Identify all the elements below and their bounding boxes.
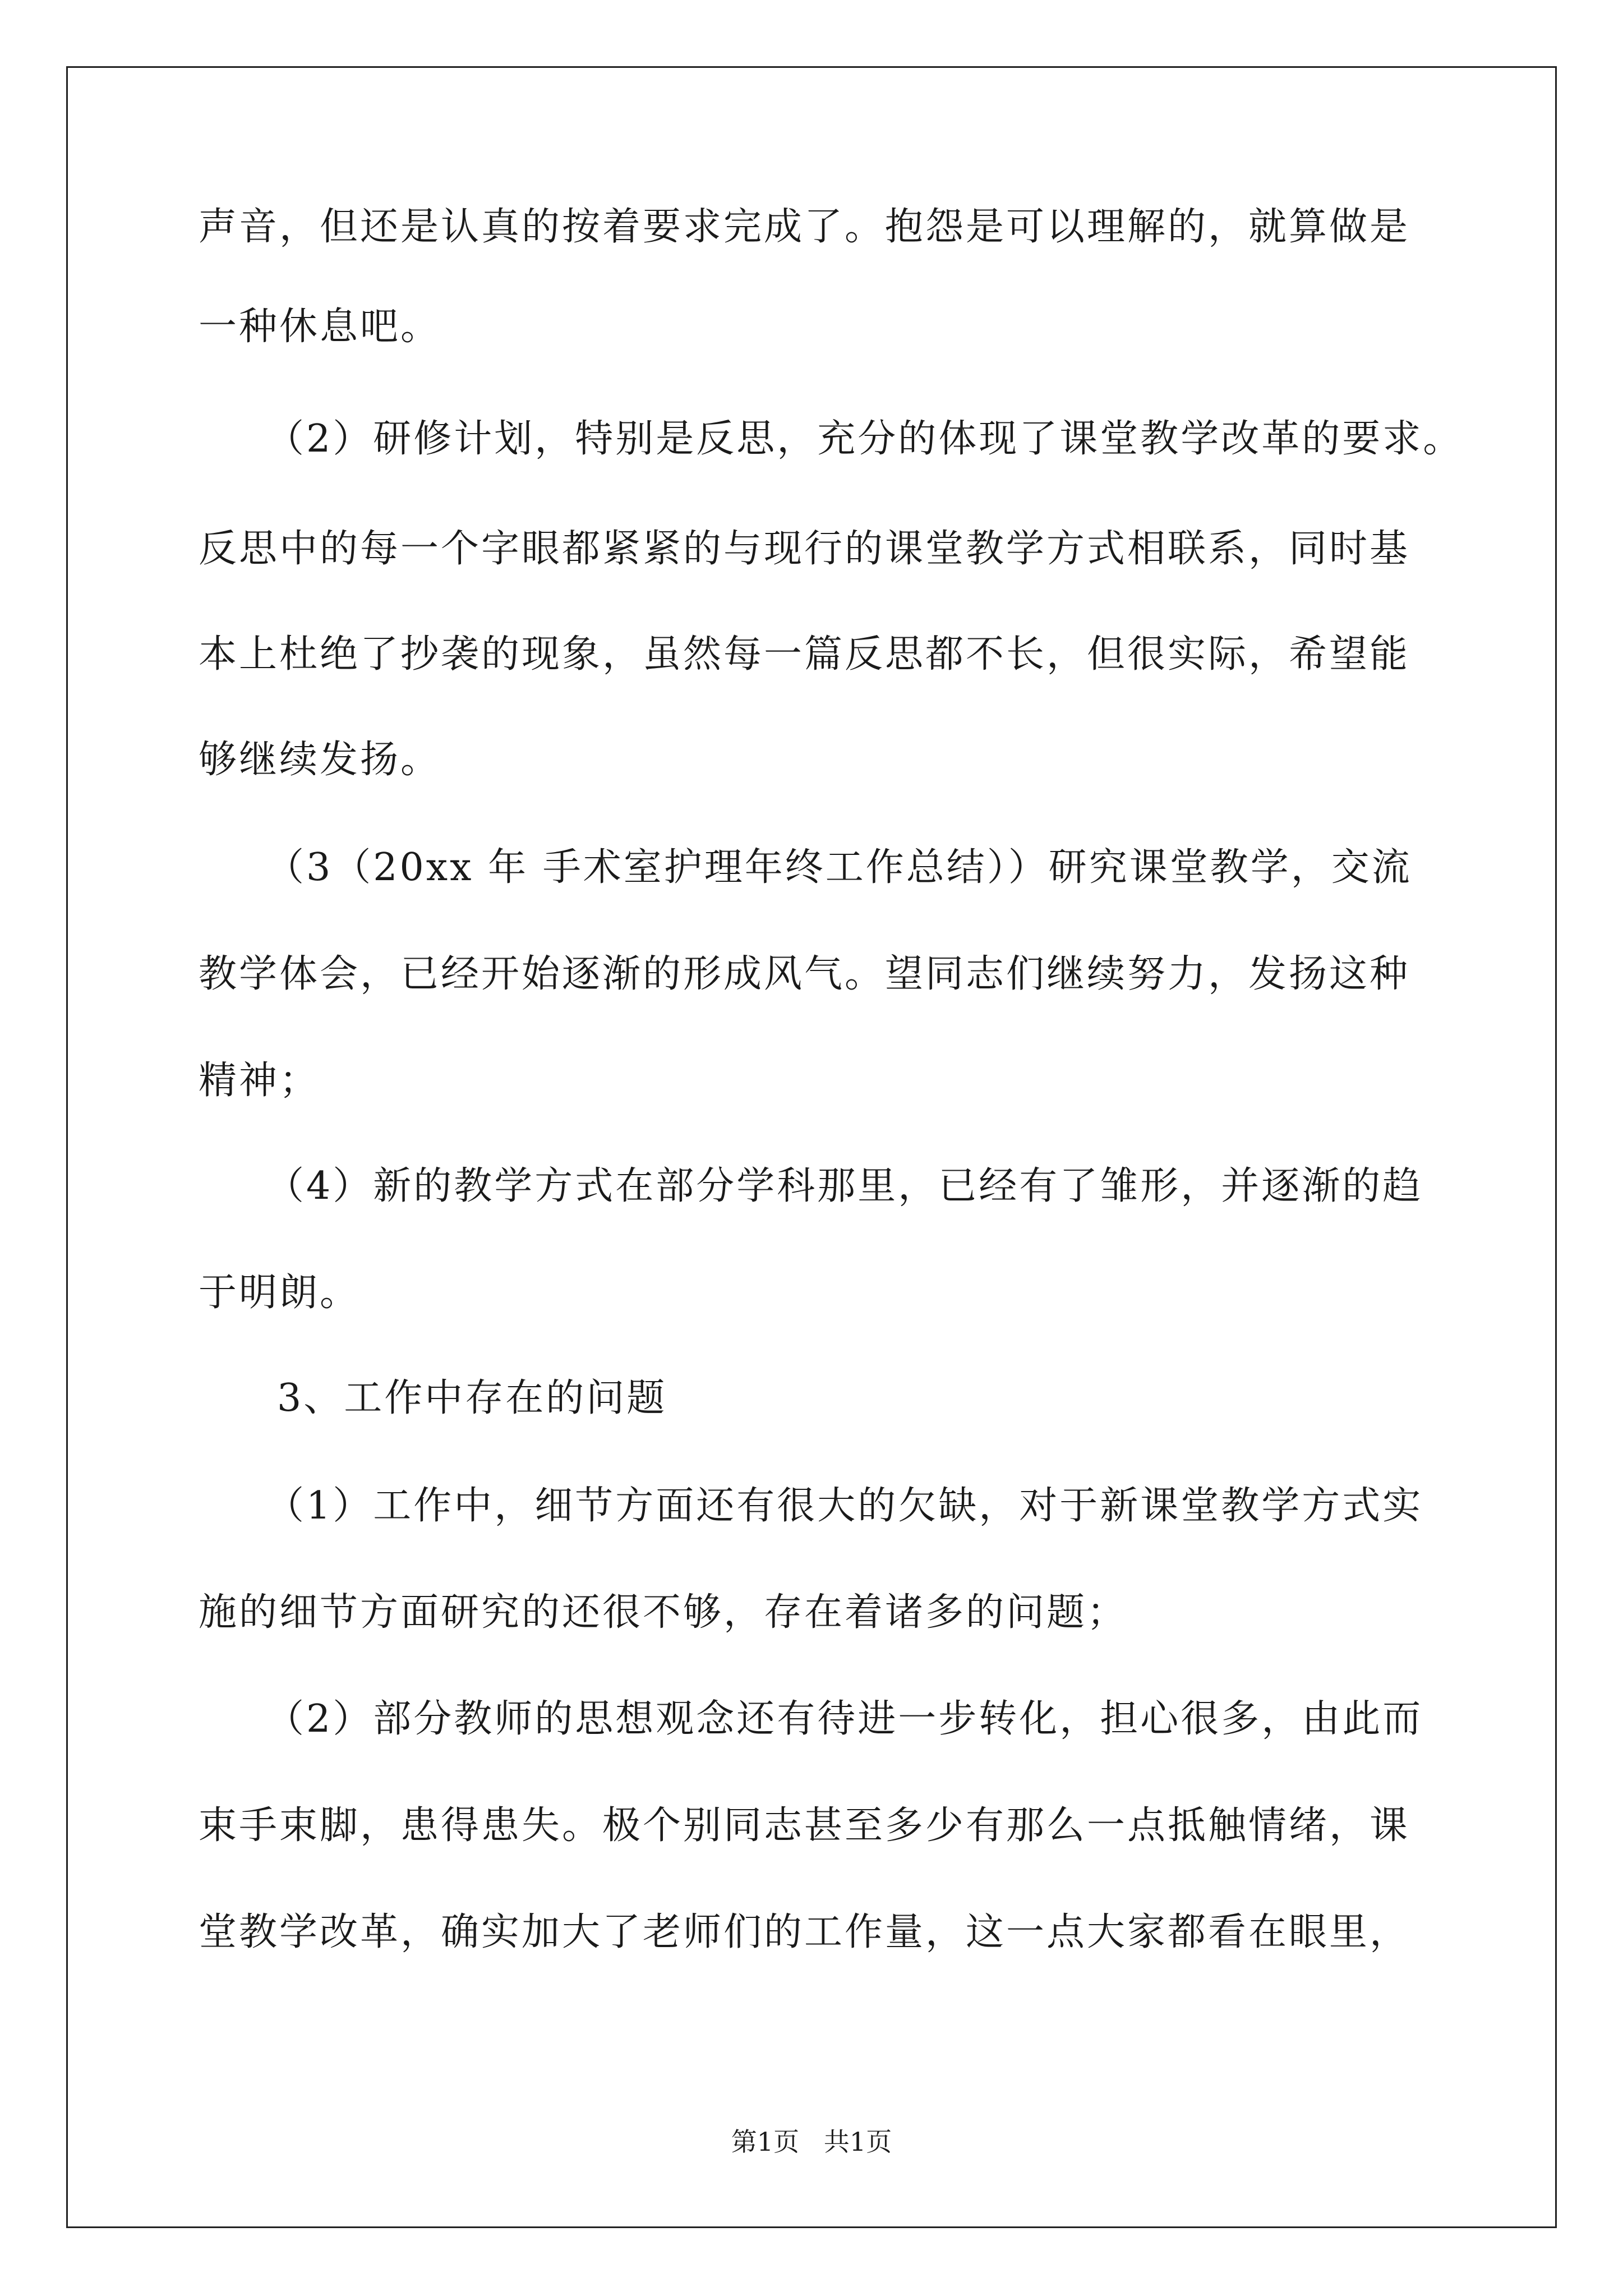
text-line: （4）新的教学方式在部分学科那里，已经有了雏形，并逐渐的趋 — [266, 1164, 1423, 1208]
text-line: 精神； — [199, 1059, 320, 1103]
text-line: （1）工作中，细节方面还有很大的欠缺，对于新课堂教学方式实 — [266, 1484, 1423, 1528]
text-line: 束手束脚，患得患失。极个别同志甚至多少有那么一点抵触情绪，课 — [199, 1803, 1410, 1848]
text-line: 堂教学改革，确实加大了老师们的工作量，这一点大家都看在眼里， — [199, 1910, 1410, 1954]
text-line: 够继续发扬。 — [199, 738, 441, 782]
text-line: 一种休息吧。 — [199, 305, 441, 349]
page-footer: 第1页 共1页 — [731, 2127, 892, 2157]
text-line: 反思中的每一个字眼都紧紧的与现行的课堂教学方式相联系，同时基 — [199, 527, 1410, 571]
section-heading: 3、工作中存在的问题 — [277, 1376, 667, 1420]
text-line: 于明朗。 — [199, 1271, 361, 1315]
text-line: （2）研修计划，特别是反思，充分的体现了课堂教学改革的要求。 — [266, 417, 1464, 461]
text-line: 施的细节方面研究的还很不够，存在着诸多的问题； — [199, 1590, 1128, 1635]
page-border — [66, 66, 1557, 2228]
text-line: 教学体会，已经开始逐渐的形成风气。望同志们继续努力，发扬这种 — [199, 952, 1410, 996]
text-line: 声音，但还是认真的按着要求完成了。抱怨是可以理解的，就算做是 — [199, 205, 1410, 249]
text-line: （2）部分教师的思想观念还有待进一步转化，担心很多，由此而 — [266, 1697, 1423, 1741]
text-line: （3（20xx 年 手术室护理年终工作总结））研究课堂教学，交流 — [266, 845, 1412, 890]
text-line: 本上杜绝了抄袭的现象，虽然每一篇反思都不长，但很实际，希望能 — [199, 632, 1410, 677]
